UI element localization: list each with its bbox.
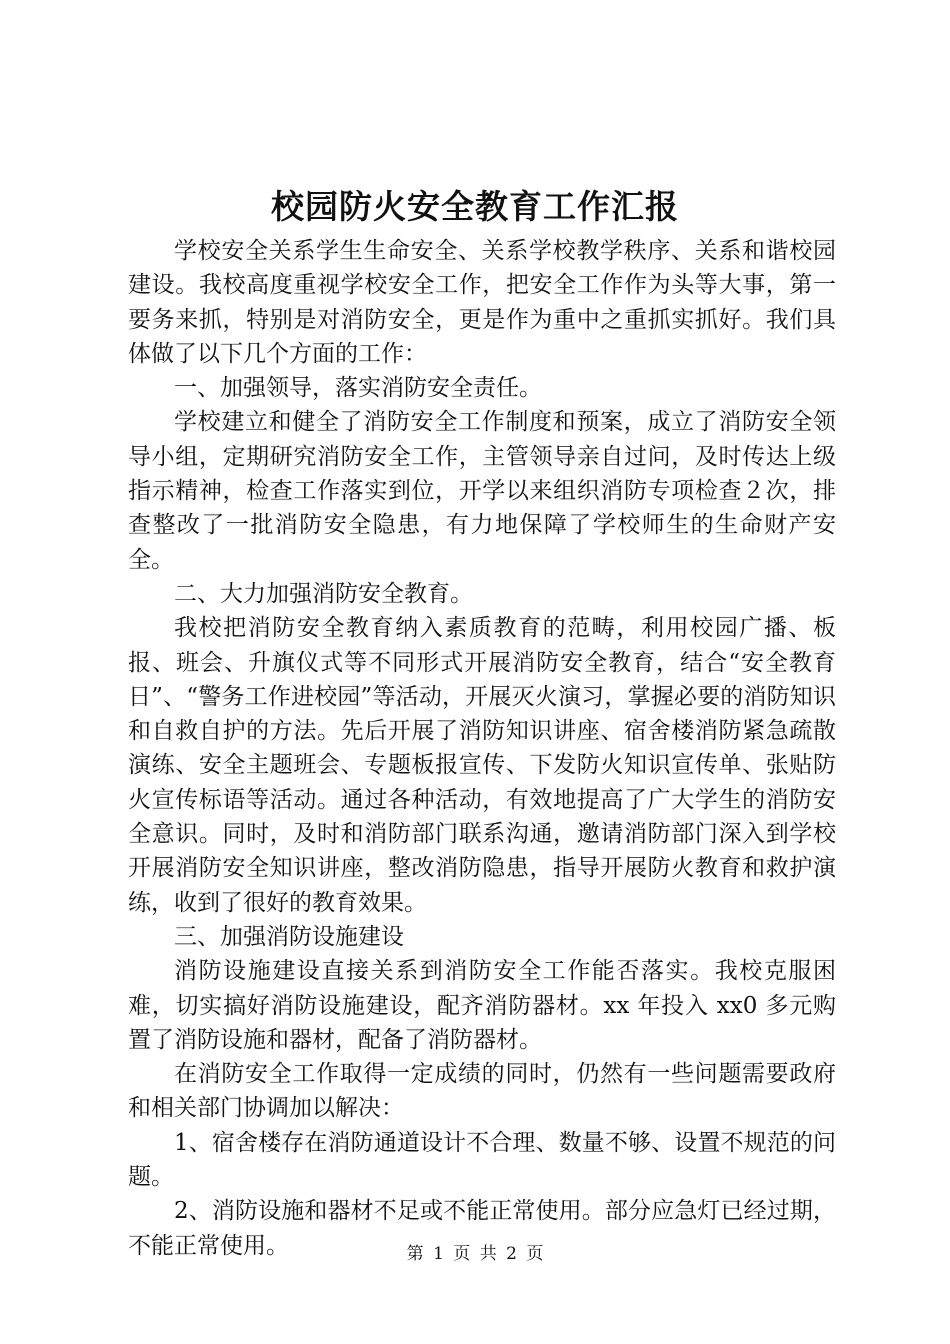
document-body [128,234,836,1263]
section-heading-2: 二、大力加强消防安全教育。 [174,580,473,607]
problem-item-1: 1、宿舍楼存在消防通道设计不合理、数量不够、设置不规范的问题。 [128,1129,836,1191]
section-heading-1: 一、加强领导，落实消防安全责任。 [174,375,542,402]
section-1-paragraph: 学校建立和健全了消防安全工作制度和预案，成立了消防安全领导小组，定期研究消防安全工作，主管领导亲自过问，及时传达上级指示精神，检查工作落实到位，开学以来组织消防专项检查２次，排查整改了一批消防安全隐患，有力地保障了学校师生的生命财产安全。 [128,409,836,573]
intro-paragraph: 学校安全关系学生生命安全、关系学校教学秩序、关系和谐校园建设。我校高度重视学校安全工作，把安全工作作为头等大事，第一要务来抓，特别是对消防安全，更是作为重中之重抓实抓好。我们具体做了以下几个方面的工作： [128,238,836,367]
problems-intro-paragraph: 在消防安全工作取得一定成绩的同时，仍然有一些问题需要政府和相关部门协调加以解决： [128,1061,836,1122]
page-number-footer: 第 1 页 共 2 页 [406,1244,544,1264]
section-heading-3: 三、加强消防设施建设 [174,923,404,950]
section-2-paragraph: 我校把消防安全教育纳入素质教育的范畴，利用校园广播、板报、班会、升旗仪式等不同形式开展消防安全教育，结合“安全教育日”、“警务工作进校园”等活动，开展灭火演习，掌握必要的消防知识和自救自护的方法。先后开展了消防知识讲座、宿舍楼消防紧急疏散演练、安全主题班会、专题板报宣传、下发防火知识宣传单、张贴防火宣传标语等活动。通过各种活动，有效地提高了广大学生的消防安全意识。同时，及时和消防部门联系沟通，邀请消防部门深入到学校开展消防安全知识讲座，整改消防隐患，指导开展防火教育和救护演练，收到了很好的教育效果。 [128,615,836,916]
problem-item-2: 2、消防设施和器材不足或不能正常使用。部分应急灯已经过期，不能正常使用。 [128,1198,836,1259]
section-3-paragraph: 消防设施建设直接关系到消防安全工作能否落实。我校克服困难，切实搞好消防设施建设，配齐消防器材。xx 年投入 xx0 多元购置了消防设施和器材，配备了消防器材。 [128,958,836,1053]
document-title: 校园防火安全教育工作汇报 [271,187,679,226]
